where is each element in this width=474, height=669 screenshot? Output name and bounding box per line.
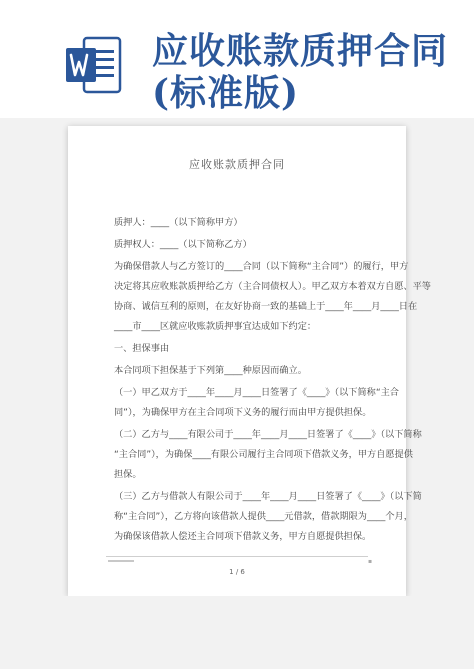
bottom-backdrop	[0, 596, 474, 669]
doc-line: 本合同项下担保基于下列第____种原因而确立。	[114, 365, 307, 376]
doc-line: 同”），为确保甲方在主合同项下义务的履行而由甲方提供担保。	[114, 407, 372, 418]
document-title: 应收账款质押合同	[189, 158, 285, 171]
word-doc-icon	[66, 36, 122, 94]
document-page	[68, 126, 431, 596]
doc-line: “主合同”），为确保____有限公司履行主合同项下借款义务，甲方自愿提供	[114, 449, 413, 460]
doc-line: 质押人：____（以下简称甲方）	[114, 217, 243, 228]
doc-line: 为确保借款人与乙方签订的____合同（以下简称“主合同”）的履行，甲方	[114, 261, 409, 272]
doc-line: ____市____区就应收账款质押事宜达成如下约定：	[114, 321, 317, 332]
page-title	[152, 30, 466, 114]
header-banner	[0, 0, 474, 118]
doc-line: 担保。	[114, 469, 142, 480]
doc-line: 为确保该借款人偿还主合同项下借款义务，甲方自愿提供担保。	[114, 531, 372, 542]
doc-line: 质押权人：____（以下简称乙方）	[114, 239, 252, 250]
title-line-2: (标准版)	[152, 72, 300, 114]
footer-bullet-icon: ▪	[368, 558, 373, 565]
doc-line: 一、担保事由	[114, 343, 170, 354]
title-line-1: 应收账款质押合同	[152, 30, 449, 72]
doc-line: 决定将其应收账款质押给乙方（主合同债权人）。甲乙双方本着双方自愿、平等	[114, 281, 431, 292]
doc-line: 协商、诚信互利的原则，在友好协商一致的基础上于____年____月____日在	[114, 301, 418, 312]
doc-line: 称“主合同”），乙方将向该借款人提供____元借款，借款期限为____个月，	[114, 511, 413, 522]
footer-divider	[106, 556, 368, 557]
doc-line: （二）乙方与____有限公司于____年____月____日签署了《____》（以下简称	[114, 429, 422, 440]
page-number: 1 / 6	[229, 568, 245, 576]
doc-line: （三）乙方与借款人有限公司于____年____月____日签署了《____》（以下简	[114, 491, 422, 502]
footer-mark	[108, 560, 134, 562]
doc-line: （一）甲乙双方于____年____月____日签署了《____》（以下简称“主合	[114, 387, 399, 398]
